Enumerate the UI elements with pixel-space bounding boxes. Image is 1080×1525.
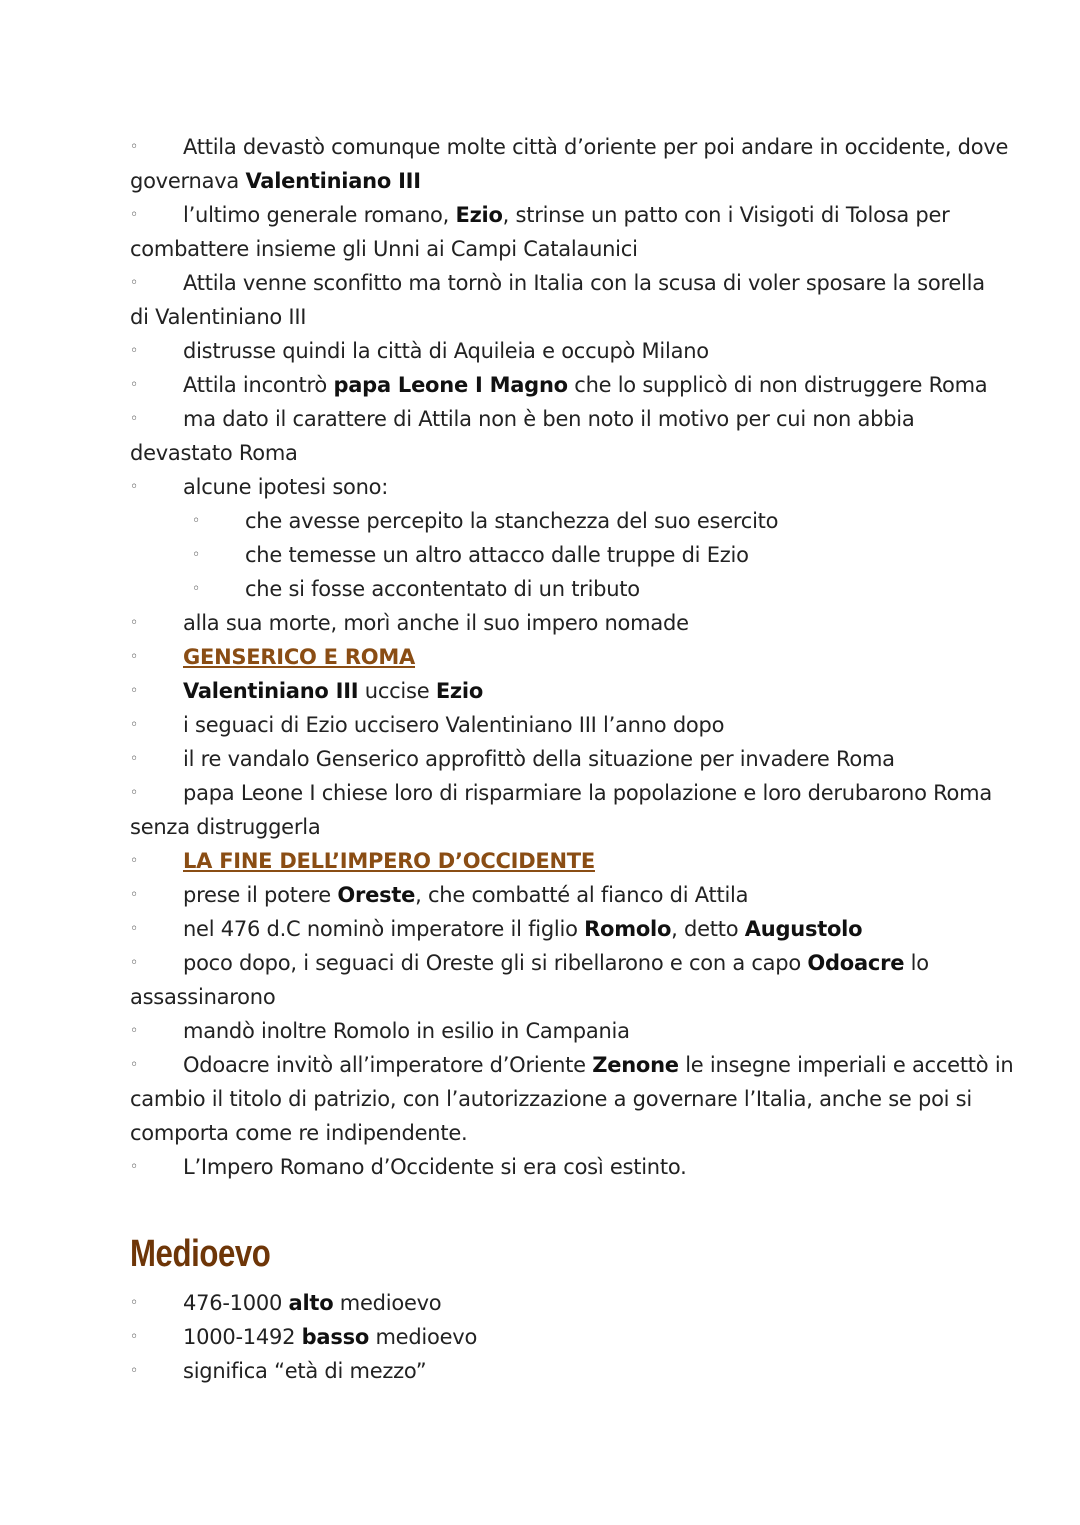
section-link-text[interactable]: GENSERICO E ROMA: [183, 645, 416, 669]
list-item: [183, 368, 987, 402]
bold-term: Romolo: [584, 917, 672, 941]
list-item-text: che si fosse accontentato di un tributo: [245, 577, 640, 601]
list-item-text: alla sua morte, morì anche il suo impero nomade: [183, 611, 689, 635]
bold-term: Ezio: [435, 679, 484, 703]
list-item-text: 1000-1492: [183, 1325, 302, 1349]
list-item: [183, 198, 950, 232]
bullet-marker: ◦: [130, 1057, 139, 1073]
bullet-marker: ◦: [130, 683, 139, 699]
list-item: [183, 402, 915, 436]
list-item-text: senza distruggerla: [130, 815, 321, 839]
list-item-continuation: [130, 810, 320, 844]
section-heading-medioevo: Medioevo: [130, 1233, 271, 1275]
bullet-marker: ◦: [130, 139, 139, 155]
bold-term: Augustolo: [744, 917, 863, 941]
list-item-text: significa “età di mezzo”: [183, 1359, 427, 1383]
list-item-text: Attila venne sconfitto ma tornò in Italia con la scusa di voler sposare la sorella: [183, 271, 985, 295]
list-item-text: combattere insieme gli Unni ai Campi Catalaunici: [130, 237, 638, 261]
list-item-text: cambio il titolo di patrizio, con l’autorizzazione a governare l’Italia, anche se poi si: [130, 1087, 972, 1111]
list-item-text: medioevo: [333, 1291, 442, 1315]
bullet-marker: ◦: [130, 921, 139, 937]
list-item-text: Attila incontrò: [183, 373, 334, 397]
section-link-fine-impero[interactable]: [183, 844, 595, 878]
list-item-text: devastato Roma: [130, 441, 298, 465]
bold-term: papa Leone I Magno: [333, 373, 568, 397]
list-item-text: poco dopo, i seguaci di Oreste gli si ribellarono e con a capo: [183, 951, 808, 975]
list-item-continuation: [130, 980, 275, 1014]
list-item: [183, 878, 748, 912]
list-item: [183, 1286, 441, 1320]
bold-term: alto: [288, 1291, 334, 1315]
list-item: [183, 606, 689, 640]
list-item-text: che avesse percepito la stanchezza del suo esercito: [245, 509, 779, 533]
list-item-continuation: [130, 300, 306, 334]
bold-term: Odoacre: [807, 951, 905, 975]
bullet-marker: ◦: [130, 1159, 139, 1175]
bullet-marker: ◦: [130, 751, 139, 767]
list-item-text: nel 476 d.C nominò imperatore il figlio: [183, 917, 585, 941]
list-item-continuation: [130, 1116, 467, 1150]
list-item-text: assassinarono: [130, 985, 276, 1009]
section-link-text[interactable]: LA FINE DELL’IMPERO D’OCCIDENTE: [183, 849, 595, 873]
bullet-marker: ◦: [130, 411, 139, 427]
list-item-continuation: [130, 1082, 972, 1116]
bullet-marker: ◦: [130, 1329, 139, 1345]
sub-list-item: [245, 572, 640, 606]
bullet-marker: ◦: [130, 275, 139, 291]
bold-term: Zenone: [592, 1053, 679, 1077]
list-item-continuation: [130, 164, 421, 198]
list-item: [183, 1150, 687, 1184]
list-item-text: il re vandalo Genserico approfittò della situazione per invadere Roma: [183, 747, 895, 771]
bullet-marker: ◦: [130, 615, 139, 631]
bullet-marker: ◦: [130, 853, 139, 869]
list-item: [183, 708, 724, 742]
section-link-genserico[interactable]: [183, 640, 415, 674]
bullet-marker: ◦: [130, 1023, 139, 1039]
bullet-marker: ◦: [192, 513, 201, 529]
bold-term: basso: [301, 1325, 370, 1349]
bullet-marker: ◦: [130, 717, 139, 733]
list-item-text: che temesse un altro attacco dalle truppe di Ezio: [245, 543, 749, 567]
list-item: [183, 674, 483, 708]
list-item-text: ma dato il carattere di Attila non è ben noto il motivo per cui non abbia: [183, 407, 915, 431]
bold-term: Oreste: [337, 883, 416, 907]
list-item: [183, 266, 985, 300]
list-item: [183, 1320, 477, 1354]
list-item: [183, 1014, 630, 1048]
bullet-marker: ◦: [192, 581, 201, 597]
list-item-text: prese il potere: [183, 883, 338, 907]
bold-term: Valentiniano III: [245, 169, 421, 193]
list-item: [183, 470, 388, 504]
list-item-text: , detto: [671, 917, 745, 941]
list-item-text: distrusse quindi la città di Aquileia e occupò Milano: [183, 339, 709, 363]
bullet-marker: ◦: [192, 547, 201, 563]
list-item-text: che lo supplicò di non distruggere Roma: [567, 373, 988, 397]
list-item-text: governava: [130, 169, 246, 193]
list-item: [183, 776, 992, 810]
list-item-text: L’Impero Romano d’Occidente si era così estinto.: [183, 1155, 687, 1179]
bullet-marker: ◦: [130, 479, 139, 495]
list-item: [183, 130, 1008, 164]
list-item-text: papa Leone I chiese loro di risparmiare la popolazione e loro derubarono Roma: [183, 781, 992, 805]
bullet-marker: ◦: [130, 207, 139, 223]
bold-term: Ezio: [455, 203, 503, 227]
bullet-marker: ◦: [130, 1295, 139, 1311]
list-item: [183, 1354, 426, 1388]
list-item-text: le insegne imperiali e accettò in: [678, 1053, 1014, 1077]
bold-term: Valentiniano III: [183, 679, 359, 703]
list-item-text: comporta come re indipendente.: [130, 1121, 468, 1145]
bullet-marker: ◦: [130, 1363, 139, 1379]
list-item-text: 476-1000: [183, 1291, 289, 1315]
list-item-continuation: [130, 436, 298, 470]
list-item-text: mandò inoltre Romolo in esilio in Campania: [183, 1019, 630, 1043]
list-item-text: medioevo: [369, 1325, 478, 1349]
list-item: [183, 742, 895, 776]
list-item-text: i seguaci di Ezio uccisero Valentiniano III l’anno dopo: [183, 713, 725, 737]
sub-list-item: [245, 504, 778, 538]
list-item: [183, 1048, 1013, 1082]
bullet-marker: ◦: [130, 649, 139, 665]
bullet-marker: ◦: [130, 343, 139, 359]
bullet-marker: ◦: [130, 377, 139, 393]
list-item-text: Odoacre invitò all’imperatore d’Oriente: [183, 1053, 593, 1077]
list-item-continuation: [130, 232, 638, 266]
list-item-text: l’ultimo generale romano,: [183, 203, 456, 227]
list-item: [183, 334, 709, 368]
list-item-text: lo: [904, 951, 929, 975]
list-item-text: di Valentiniano III: [130, 305, 307, 329]
list-item: [183, 946, 929, 980]
bullet-marker: ◦: [130, 955, 139, 971]
list-item-text: , che combatté al fianco di Attila: [415, 883, 749, 907]
bullet-marker: ◦: [130, 887, 139, 903]
list-item-text: Attila devastò comunque molte città d’oriente per poi andare in occidente, dove: [183, 135, 1009, 159]
list-item-text: uccise: [358, 679, 436, 703]
list-item-text: , strinse un patto con i Visigoti di Tolosa per: [502, 203, 950, 227]
bullet-marker: ◦: [130, 785, 139, 801]
list-item-text: alcune ipotesi sono:: [183, 475, 389, 499]
list-item: [183, 912, 862, 946]
sub-list-item: [245, 538, 749, 572]
